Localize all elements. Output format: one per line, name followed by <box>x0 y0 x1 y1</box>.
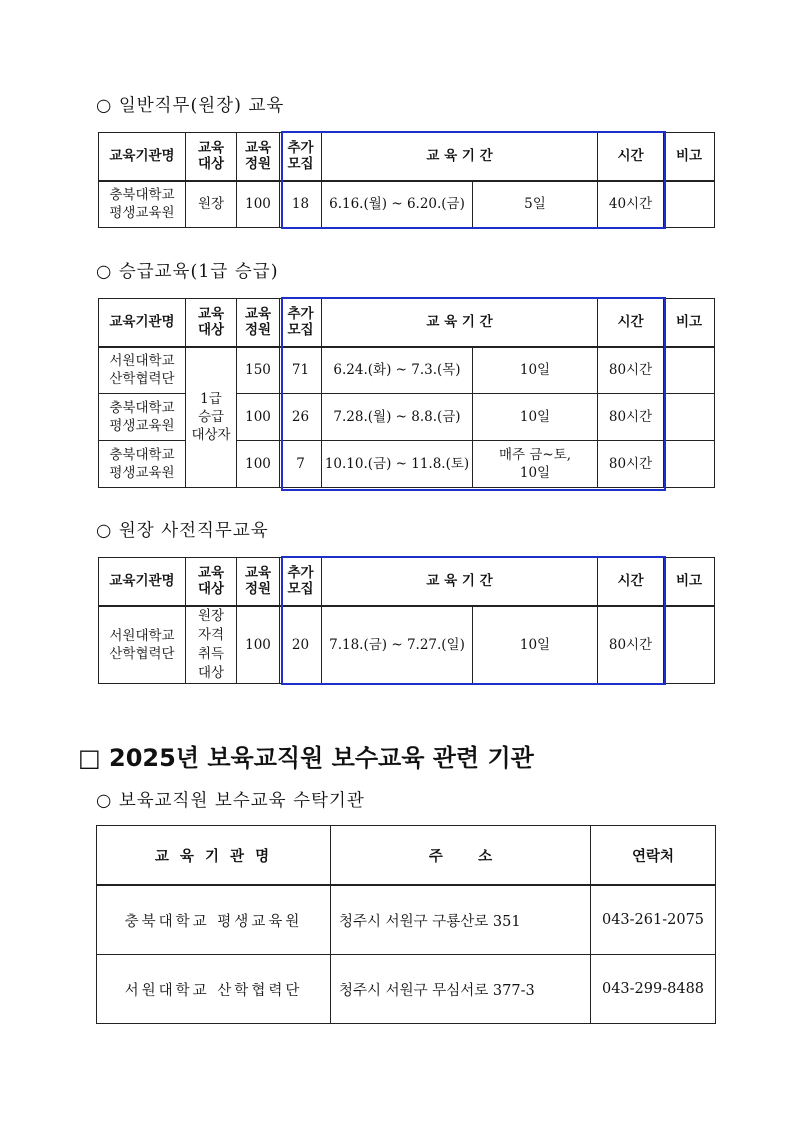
cell-inst: 충북대학교 평생교육원 <box>99 394 186 441</box>
header-target: 교육 대상 <box>186 299 237 347</box>
cell-hours: 40시간 <box>598 181 664 228</box>
header-inst: 교육기관명 <box>99 558 186 606</box>
cell-dates: 6.24.(화) ~ 7.3.(목) <box>322 347 473 394</box>
general-duty-table <box>98 132 715 228</box>
cell-note <box>664 606 715 684</box>
header-capacity: 교육 정원 <box>237 558 280 606</box>
header-note: 비고 <box>664 299 715 347</box>
cell-hours: 80시간 <box>598 394 664 441</box>
header-inst: 교육기관명 <box>99 299 186 347</box>
cell-days: 5일 <box>473 181 598 228</box>
cell-note <box>664 394 715 441</box>
cell-capacity: 100 <box>237 441 280 488</box>
main-title: □ 2025년 보육교직원 보수교육 관련 기관 <box>78 744 534 772</box>
header-inst: 교육기관명 <box>99 133 186 181</box>
cell-inst: 충북대학교 평생교육원 <box>99 181 186 228</box>
cell-capacity: 100 <box>237 394 280 441</box>
cell-extra: 20 <box>280 606 322 684</box>
table-row <box>97 955 716 1024</box>
cell-hours: 80시간 <box>598 347 664 394</box>
header-capacity: 교육 정원 <box>237 133 280 181</box>
cell-note <box>664 181 715 228</box>
cell-inst: 서원대학교 산학협력단 <box>99 347 186 394</box>
institution-table <box>96 825 716 1024</box>
header-hours: 시간 <box>598 133 664 181</box>
section3-title: ○ 원장 사전직무교육 <box>96 521 269 541</box>
table-row <box>99 606 715 684</box>
table-row <box>99 181 715 228</box>
cell-name: 서원대학교 산학협력단 <box>97 955 331 1024</box>
cell-addr: 청주시 서원구 구룡산로 351 <box>331 885 591 955</box>
cell-dates: 6.16.(월) ~ 6.20.(금) <box>322 181 473 228</box>
cell-extra: 26 <box>280 394 322 441</box>
director-pre-duty-table <box>98 557 715 684</box>
cell-dates: 7.28.(월) ~ 8.8.(금) <box>322 394 473 441</box>
cell-target: 원장 <box>186 181 237 228</box>
cell-addr: 청주시 서원구 무심서로 377-3 <box>331 955 591 1024</box>
cell-days: 10일 <box>473 606 598 684</box>
header-name: 교 육 기 관 명 <box>97 826 331 886</box>
header-period: 교 육 기 간 <box>322 133 598 181</box>
cell-hours: 80시간 <box>598 606 664 684</box>
cell-capacity: 100 <box>237 181 280 228</box>
cell-dates: 10.10.(금) ~ 11.8.(토) <box>322 441 473 488</box>
header-extra: 추가 모집 <box>280 133 322 181</box>
cell-days: 10일 <box>473 394 598 441</box>
cell-inst: 서원대학교 산학협력단 <box>99 606 186 684</box>
cell-target: 원장 자격 취득 대상 <box>186 606 237 684</box>
header-extra: 추가 모집 <box>280 558 322 606</box>
header-note: 비고 <box>664 133 715 181</box>
header-capacity: 교육 정원 <box>237 299 280 347</box>
table-row <box>99 347 715 394</box>
cell-dates: 7.18.(금) ~ 7.27.(일) <box>322 606 473 684</box>
cell-target-merged: 1급 승급 대상자 <box>186 347 237 488</box>
cell-days: 매주 금~토, 10일 <box>473 441 598 488</box>
cell-note <box>664 347 715 394</box>
header-note: 비고 <box>664 558 715 606</box>
section2-title: ○ 승급교육(1급 승급) <box>96 262 279 282</box>
section1-title: ○ 일반직무(원장) 교육 <box>96 96 285 116</box>
header-period: 교 육 기 간 <box>322 299 598 347</box>
header-phone: 연락처 <box>591 826 716 886</box>
cell-capacity: 150 <box>237 347 280 394</box>
cell-days: 10일 <box>473 347 598 394</box>
table-row <box>97 885 716 955</box>
cell-capacity: 100 <box>237 606 280 684</box>
header-period: 교 육 기 간 <box>322 558 598 606</box>
cell-extra: 18 <box>280 181 322 228</box>
header-extra: 추가 모집 <box>280 299 322 347</box>
cell-phone: 043-261-2075 <box>591 885 716 955</box>
cell-phone: 043-299-8488 <box>591 955 716 1024</box>
cell-extra: 7 <box>280 441 322 488</box>
header-target: 교육 대상 <box>186 133 237 181</box>
cell-extra: 71 <box>280 347 322 394</box>
header-hours: 시간 <box>598 299 664 347</box>
cell-note <box>664 441 715 488</box>
header-target: 교육 대상 <box>186 558 237 606</box>
cell-hours: 80시간 <box>598 441 664 488</box>
promotion-table <box>98 298 715 488</box>
cell-inst: 충북대학교 평생교육원 <box>99 441 186 488</box>
header-addr: 주 소 <box>331 826 591 886</box>
cell-name: 충북대학교 평생교육원 <box>97 885 331 955</box>
header-hours: 시간 <box>598 558 664 606</box>
section4-title: ○ 보육교직원 보수교육 수탁기관 <box>96 791 365 811</box>
